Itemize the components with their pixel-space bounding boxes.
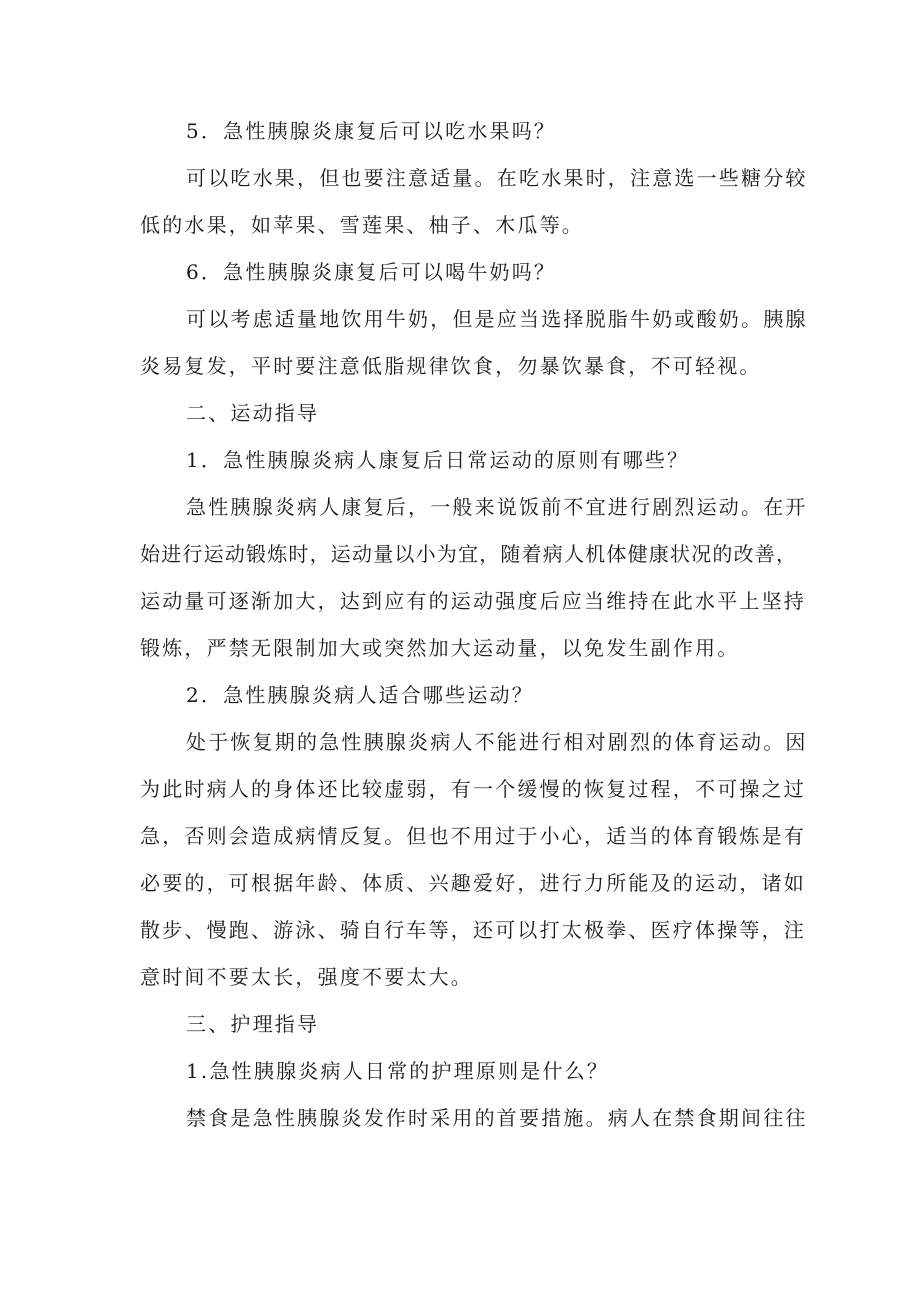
paragraph-line: 可以吃水果，但也要注意适量。在吃水果时，注意选一些糖分较 [186,166,808,190]
paragraph-line: 运动量可逐渐加大，达到应有的运动强度后应当维持在此水平上坚持 [140,589,806,613]
paragraph-line: 禁食是急性胰腺炎发作时采用的首要措施。病人在禁食期间往往 [186,1106,808,1130]
paragraph-line: 为此时病人的身体还比较虚弱，有一个缓慢的恢复过程，不可操之过 [140,777,806,801]
paragraph-line: 意时间不要太长，强度不要太大。 [140,965,473,989]
question-heading: 2．急性胰腺炎病人适合哪些运动？ [186,683,534,707]
paragraph-line: 必要的，可根据年龄、体质、兴趣爱好，进行力所能及的运动，诸如 [140,871,806,895]
question-heading: 5．急性胰腺炎康复后可以吃水果吗？ [186,119,557,143]
section-heading: 二、运动指导 [186,401,320,425]
paragraph-line: 急性胰腺炎病人康复后，一般来说饭前不宜进行剧烈运动。在开 [186,495,808,519]
paragraph-line: 处于恢复期的急性胰腺炎病人不能进行相对剧烈的体育运动。因 [186,730,808,754]
paragraph-line: 始进行运动锻炼时，运动量以小为宜，随着病人机体健康状况的改善， [140,542,798,566]
paragraph-line: 急，否则会造成病情反复。但也不用过于小心，适当的体育锻炼是有 [140,824,806,848]
paragraph-line: 低的水果，如苹果、雪莲果、柚子、木瓜等。 [140,213,584,237]
question-heading: 6．急性胰腺炎康复后可以喝牛奶吗？ [186,260,557,284]
paragraph-line: 锻炼，严禁无限制加大或突然加大运动量，以免发生副作用。 [140,636,740,660]
paragraph-line: 散步、慢跑、游泳、骑自行车等，还可以打太极拳、医疗体操等，注 [140,918,806,942]
document-page [140,108,808,1142]
question-heading: 1．急性胰腺炎病人康复后日常运动的原则有哪些？ [186,448,690,472]
paragraph-line: 可以考虑适量地饮用牛奶，但是应当选择脱脂牛奶或酸奶。胰腺 [186,307,808,331]
paragraph-line: 炎易复发，平时要注意低脂规律饮食，勿暴饮暴食，不可轻视。 [140,354,762,378]
section-heading: 三、护理指导 [186,1012,320,1036]
question-heading: 1.急性胰腺炎病人日常的护理原则是什么？ [186,1059,610,1083]
